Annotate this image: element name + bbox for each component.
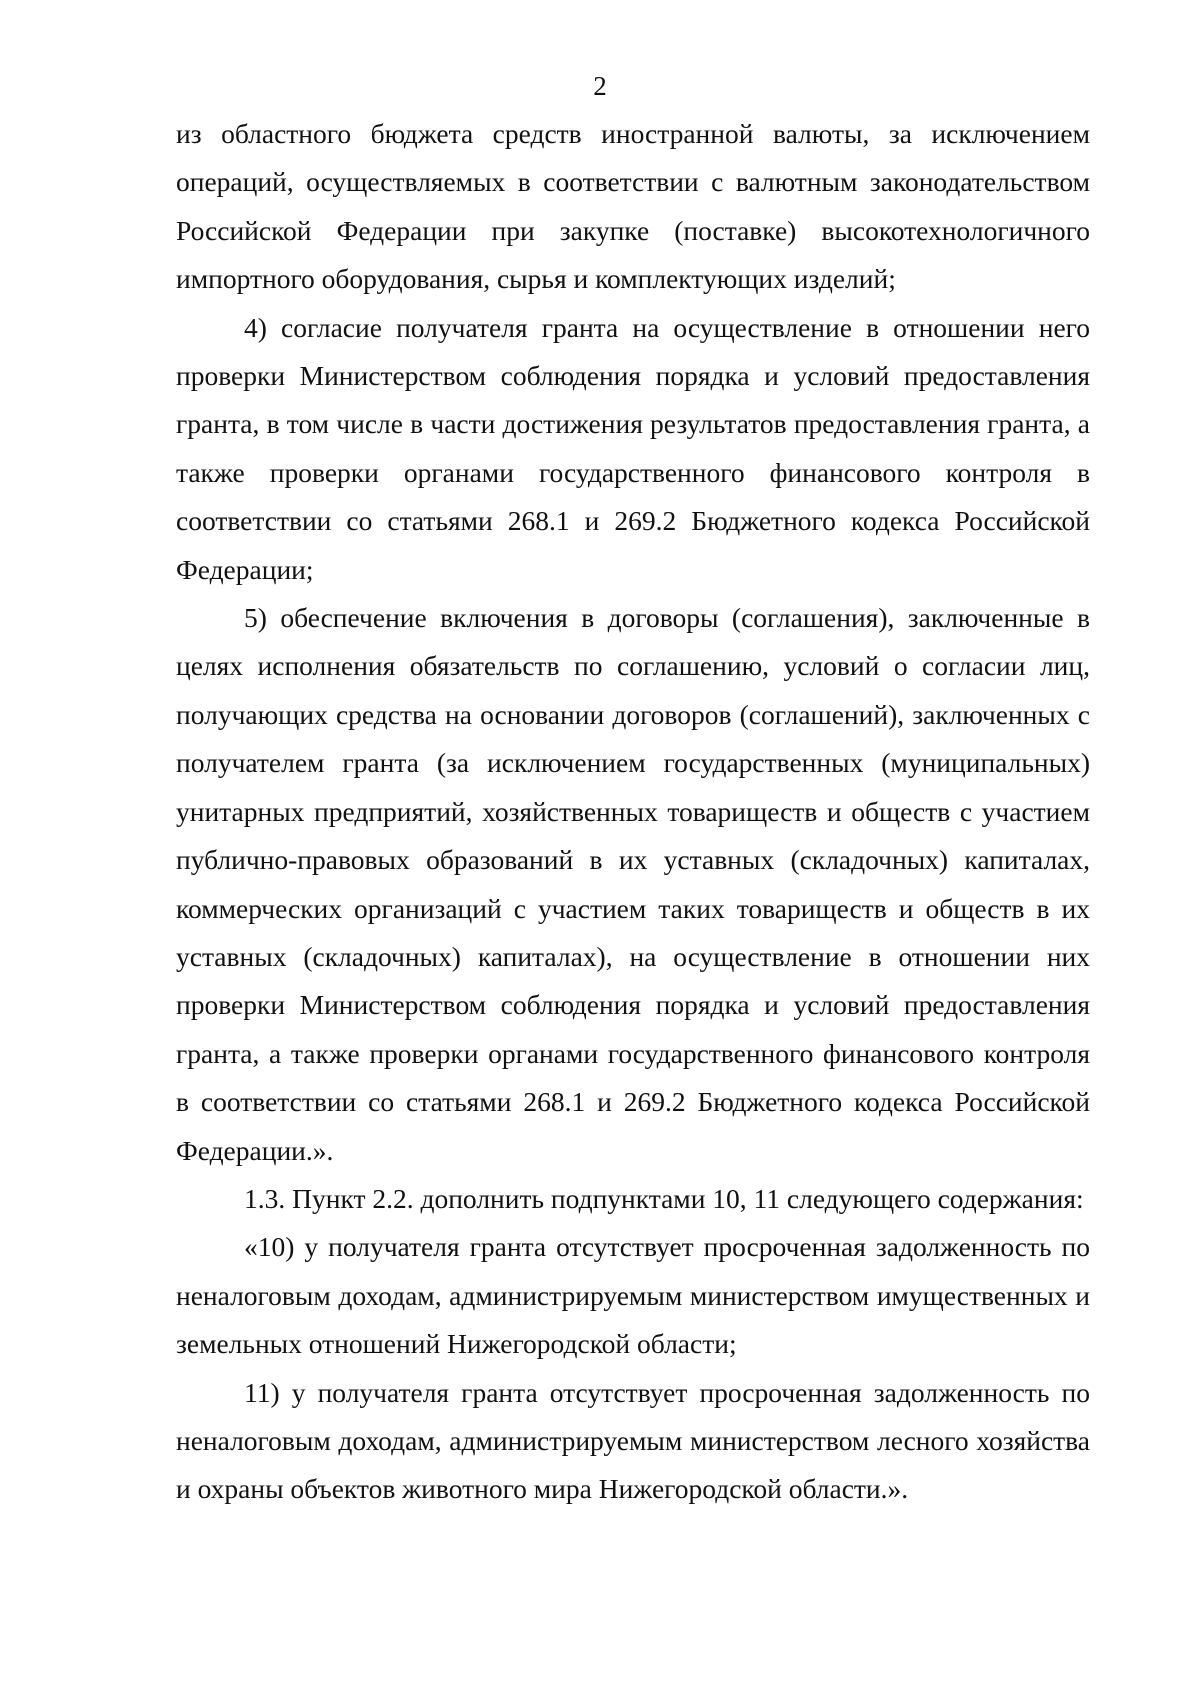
paragraph-continuation-currency-operations: из областного бюджета средств иностранной валюты, за исключением операций, осуществляемых в соответствии с валютным законодательством Российской Федерации при закупке (поставке) высокотехнологичного импортного оборудования, сырья и комплектующих изделий; bbox=[176, 118, 1090, 295]
paragraph-item-4-consent-to-inspection: 4) согласие получателя гранта на осуществление в отношении него проверки Министерством соблюдения порядка и условий предоставления гранта, в том числе в части достижения результатов предоставления гранта, а также проверки органами государственного финансового контроля в соответствии со статьями 268.1 и 269.2 Бюджетного кодекса Российской Федерации; bbox=[176, 311, 1090, 585]
paragraph-item-5-contract-inclusion: 5) обеспечение включения в договоры (соглашения), заключенные в целях исполнения обязательств по соглашению, условий о согласии лиц, получающих средства на основании договоров (соглашений), заключенных с получателем гранта (за исключением государственных (муниципальных) унитарных предприятий, хозяйственных товариществ и обществ с участием публично-правовых образований в их уставных (складочных) капиталах, коммерческих организаций с участием таких товариществ и обществ в их уставных (складочных) капиталах), на осуществление в отношении них проверки Министерством соблюдения порядка и условий предоставления гранта, а также проверки органами государственного финансового контроля в соответствии со статьями 268.1 и 269.2 Бюджетного кодекса Российской Федерации.». bbox=[176, 602, 1090, 1166]
paragraph-subitem-11: 11) у получателя гранта отсутствует просроченная задолженность по неналоговым доходам, администрируемым министерством лесного хозяйства и охраны объектов животного мира Нижегородской области.». bbox=[176, 1376, 1090, 1505]
page-number: 2 bbox=[593, 71, 607, 101]
paragraph-subitem-10: «10) у получателя гранта отсутствует просроченная задолженность по неналоговым доходам, администрируемым министерством имущественных и земельных отношений Нижегородской области; bbox=[176, 1231, 1090, 1360]
document-body bbox=[176, 110, 1090, 1514]
paragraph-1-3-amendment: 1.3. Пункт 2.2. дополнить подпунктами 10, 11 следующего содержания: bbox=[244, 1182, 1084, 1214]
